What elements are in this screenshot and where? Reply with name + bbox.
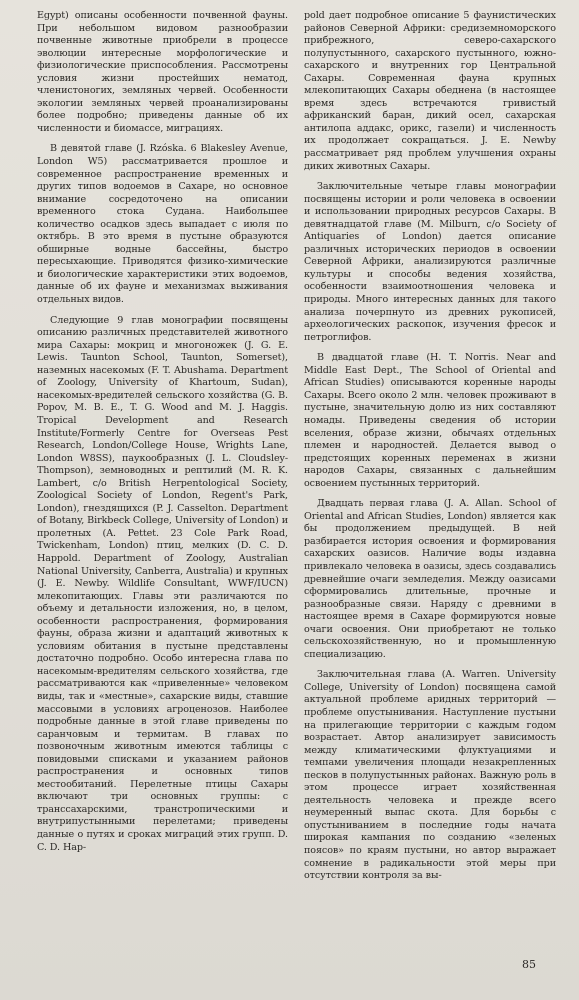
left-paragraph-2: В девятой главе (J. Rzóska. 6 Blakesley Avenue, London W5) рассматривается прошлое и современное распространение временных и других типов водоемов в Сахаре, но основное внимание сосредоточено на описании временного стока Судана. Наибольшее количество осадков здесь выпадает с июля по октябрь. В это время в пустыне образуются обширные водные бассейны, быстро пересыхающие. Приводятся физико-химические и биологические характеристики этих водоемов, данные об их фауне и механизмах выживания отдельных видов.	[37, 143, 288, 306]
page-number: 85	[522, 958, 536, 971]
left-column	[37, 10, 288, 862]
right-column	[304, 10, 556, 891]
left-paragraph-1: Egypt) описаны особенности почвенной фауны. При небольшом видовом разнообразии почвенные животные приобрели в процессе эволюции интересные морфологические и физиологические приспособления. Рассмотрены условия жизни простейших нематод, членистоногих, земляных червей. Особенности экологии земляных червей проанализированы более подробно; приведены данные об их численности и биомассе, миграциях.	[37, 10, 288, 134]
right-paragraph-5: Заключительная глава (A. Warren. University College, University of London) посвящена самой актуальной проблеме аридных территорий — проблеме опустынивания. Наступление пустыни на прилегающие территории с каждым годом возрастает. Автор анализирует зависимость между климатическими флуктуациями и темпами увеличения площади незакрепленных песков в полупустынных районах. Важную роль в этом процессе играет хозяйственная деятельность человека и прежде всего неумеренный выпас скота. Для борьбы с опустыниванием в последние годы начата широкая кампания по созданию «зеленых поясов» по краям пустыни, но автор выражает сомнение в радикальности этой меры при отсутствии контроля за вы-	[304, 669, 556, 882]
left-paragraph-3: Следующие 9 глав монографии посвящены описанию различных представителей животного мира Сахары: мокриц и многоножек (J. G. E. Lewis. Taunton School, Taunton, Somerset), наземных насекомых (F. T. Abushama. Department of Zoology, University of Khartoum, Sudan), насекомых-вредителей сельского хозяйства (G. B. Popov, M. B. E., T. G. Wood and M. J. Haggis. Tropical Development and Research Institute/Formerly Centre for Overseas Pest Research, London/College House, Wrights Lane, London W8SS), паукообразных (J. L. Cloudsley-Thompson), земноводных и рептилий (M. R. K. Lambert, c/o British Herpentological Society, Zoological Society of London, Regent's Park, London), гнездящихся (P. J. Casselton. Department of Botany, Birkbeck College, University of London) и пролетных (A. Pettet. 23 Cole Park Road, Twickenham, London) птиц, мелких (D. C. D. Happold. Department of Zoology, Australian National University, Canberra, Australia) и крупных (J. E. Newby. Wildlife Consultant, WWF/IUCN) млекопитающих. Главы эти различаются по объему и детальности изложения, но, в целом, особенности распространения, формирования фауны, образа жизни и адаптаций животных к условиям обитания в пустыне представлены достаточно подробно. Особо интересна глава по насекомым-вредителям сельского хозяйства, где рассматриваются как «привеленные» человеком виды, так и «местные», сахарские виды, ставшие массовыми в условиях агроценозов. Наиболее подробные данные в этой главе приведены по саранчовым и термитам. В главах по позвоночным животным имеются таблицы с повидовыми списками и указанием районов распространения и основных типов местообитаний. Перелетные птицы Сахары включают три основных группы: с транссахарскими, транстропическими и внутрипустынными перелетами; приведены данные о путях и сроках миграций этих групп. D. C. D. Hap-	[37, 314, 288, 853]
right-paragraph-4: Двадцать первая глава (J. A. Allan. School of Oriental and African Studies, London) является как бы продолжением предыдущей. В ней разбирается история освоения и формирования сахарских оазисов. Наличие воды издавна привлекало человека в оазисы, здесь создавались древнейшие очаги земледелия. Между оазисами сформировались длительные, прочные и разнообразные связи. Наряду с древними в настоящее время в Сахаре формируются новые очаги освоения. Они приобретают не только сельскохозяйственную, но и промышленную специализацию.	[304, 498, 556, 660]
right-paragraph-3: В двадцатой главе (H. T. Norris. Near and Middle East Dept., The School of Oriental and African Studies) описываются коренные народы Сахары. Всего около 2 млн. человек проживают в пустыне, значительную долю из них составляют номады. Приведены сведения об истории вселения, образе жизни, обычаях отдельных племен и народностей. Делается вывод о предстоящих коренных переменах в жизни народов Сахары, связанных с дальнейшим освоением пустынных территорий.	[304, 352, 556, 489]
right-paragraph-2: Заключительные четыре главы монографии посвящены истории и роли человека в освоении и использовании природных ресурсов Сахары. В девятнадцатой главе (M. Milburn, c/o Society of Antiquaries of London) дается описание различных исторических периодов в освоении Северной Африки, анализируются различные культуры и способы ведения хозяйства, особенности взаимоотношения человека и природы. Много интересных данных для такого анализа почерпнуто из древних рукописей, археологических раскопок, изучения фресок и петроглифов.	[304, 181, 556, 343]
right-paragraph-1: pold дает подробное описание 5 фаунистических районов Северной Африки: средиземноморского прибрежного, северо-сахарского полупустынного, сахарского пустынного, южно-сахарского и внутренних гор Центральной Сахары. Современная фауна крупных млекопитающих Сахары обеднена (в настоящее время здесь встречаются гривистый африканский баран, дикий осел, сахарская антилопа аддакс, орикс, газели) и численность их продолжает сокращаться. J. E. Newby рассматривает ряд проблем улучшения охраны диких животных Сахары.	[304, 10, 556, 172]
